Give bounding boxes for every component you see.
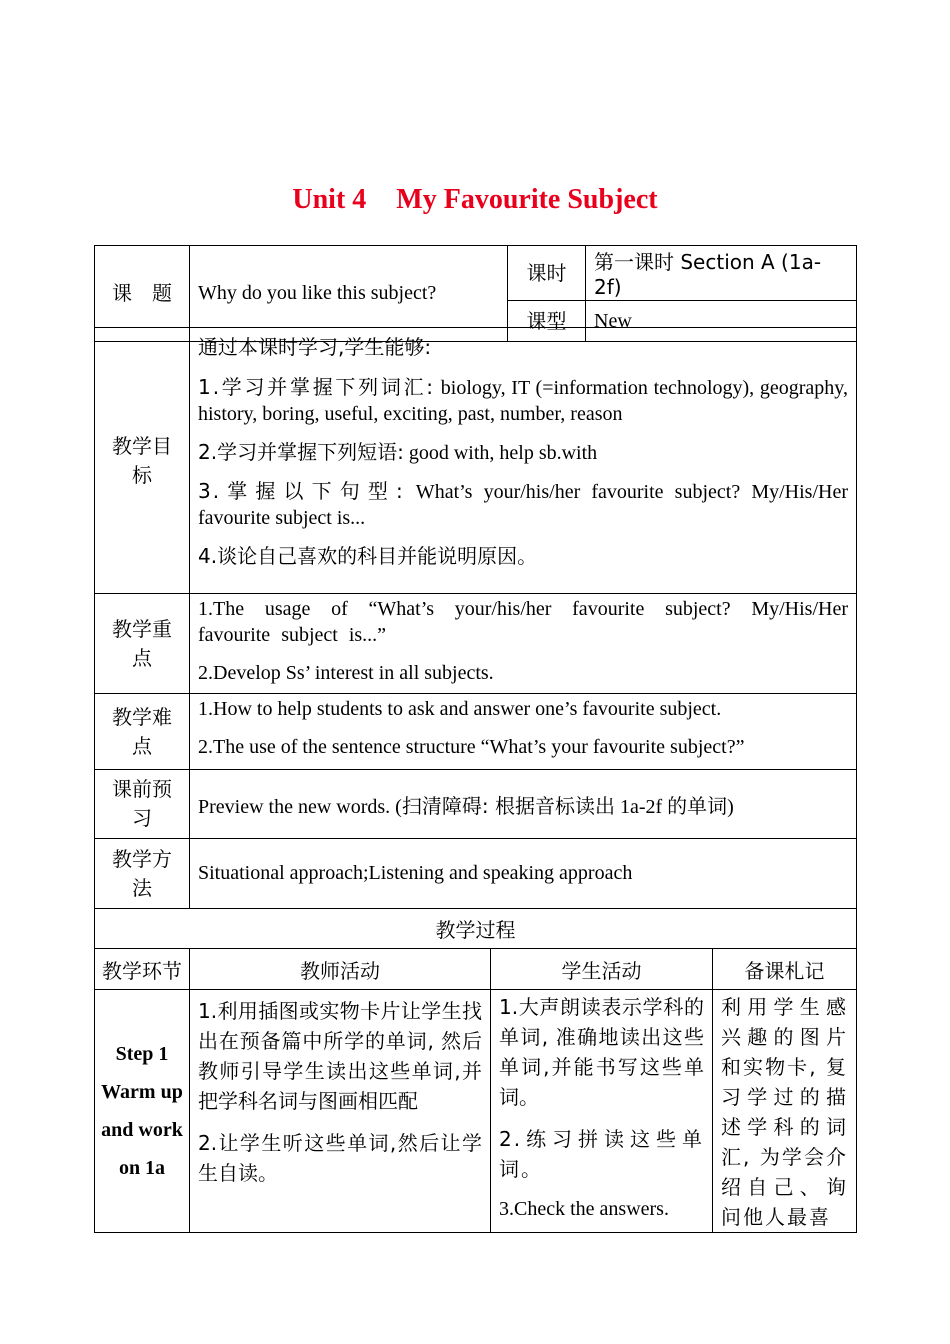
preview-zh2: 的单词 [667, 793, 728, 818]
preview-en: Preview the new words. ( [198, 795, 402, 818]
teacher-activity-1: 1.利用插图或实物卡片让学生找出在预备篇中所学的单词, 然后教师引导学生读出这些单词,并把学科名词与图画相匹配 [198, 999, 482, 1113]
student-activity-3: 3.Check the answers. [499, 1198, 669, 1220]
difficulties-content [190, 694, 857, 770]
preview-content [190, 770, 857, 839]
step-1-teacher [190, 990, 491, 1233]
process-title: 教学过程 [95, 909, 857, 949]
objectives-label: 教学目标 [95, 328, 190, 594]
objective-2-en: good with, help sb.with [403, 442, 598, 464]
title-subject: My Favourite Subject [396, 184, 658, 215]
objective-1-en: biology, IT (=information technology), geography, history, boring, useful, exciting, past, number, reason [198, 377, 848, 425]
objective-4-zh: 4.谈论自己喜欢的科目并能说明原因。 [198, 544, 538, 568]
objective-2 [198, 439, 848, 466]
period-value-text: 第一课时 Section A (1a-2f) [594, 250, 822, 299]
header-student: 学生活动 [491, 949, 713, 990]
objective-4 [198, 543, 848, 570]
key-points-label: 教学重点 [95, 594, 190, 694]
preview-en2: 1a-2f [614, 795, 668, 818]
method-value: Situational approach;Listening and speaking approach [190, 839, 857, 909]
objective-1 [198, 374, 848, 427]
objective-3-zh: 3.掌握以下句型: [198, 479, 405, 503]
key-point-1: 1.The usage of “What’s your/his/her favourite subject? My/His/Her favourite subject is...” [198, 598, 848, 646]
objectives-content [190, 328, 857, 594]
topic-value: Why do you like this subject? [190, 246, 508, 342]
preview-end: ) [727, 795, 734, 818]
header-stage: 教学环节 [95, 949, 190, 990]
process-table [94, 948, 857, 1233]
key-points-content [190, 594, 857, 694]
notes-text: 利用学生感兴趣的图片和实物卡, 复习学过的描述学科的词汇, 为学会介绍自己、询问他人最喜 [721, 995, 848, 1229]
preview-zh1: 扫清障碍: 根据音标读出 [401, 793, 615, 818]
type-value: New [586, 301, 857, 342]
objectives-intro: 通过本课时学习,学生能够: [198, 335, 432, 359]
objective-2-zh: 2.学习并掌握下列短语: [198, 440, 404, 464]
difficulty-2: 2.The use of the sentence structure “What’s your favourite subject?” [198, 736, 745, 758]
objective-3-en: What’s your/his/her favourite subject? My/His/Her favourite subject is... [198, 481, 848, 529]
key-point-2: 2.Develop Ss’ interest in all subjects. [198, 662, 494, 684]
period-label: 课时 [508, 246, 586, 301]
info-table [94, 327, 857, 949]
period-value [586, 246, 857, 301]
difficulty-1: 1.How to help students to ask and answer one’s favourite subject. [198, 698, 722, 720]
objective-1-zh: 1.学习并掌握下列词汇: [198, 375, 436, 399]
teacher-activity-2: 2.让学生听这些单词,然后让学生自读。 [198, 1131, 482, 1185]
student-activity-2: 2.练习拼读这些单词。 [499, 1127, 704, 1181]
header-notes: 备课札记 [713, 949, 857, 990]
step-1-line-4: on 1a [118, 1157, 166, 1179]
step-1-line-3: and work [101, 1119, 183, 1141]
type-label: 课型 [508, 301, 586, 342]
header-teacher: 教师活动 [190, 949, 491, 990]
preview-label: 课前预习 [95, 770, 190, 839]
objective-3 [198, 478, 848, 531]
step-1-line-1: Step 1 [115, 1043, 169, 1065]
step-1-stage [95, 990, 190, 1233]
step-1-line-2: Warm up [101, 1081, 183, 1103]
student-activity-1: 1.大声朗读表示学科的单词, 准确地读出这些单词,并能书写这些单词。 [499, 995, 704, 1109]
step-1-notes [713, 990, 857, 1233]
step-1-student [491, 990, 713, 1233]
topic-label: 课 题 [95, 246, 190, 342]
difficulties-label: 教学难点 [95, 694, 190, 770]
title-unit: Unit 4 [292, 184, 367, 215]
document-title [0, 184, 950, 216]
method-label: 教学方法 [95, 839, 190, 909]
